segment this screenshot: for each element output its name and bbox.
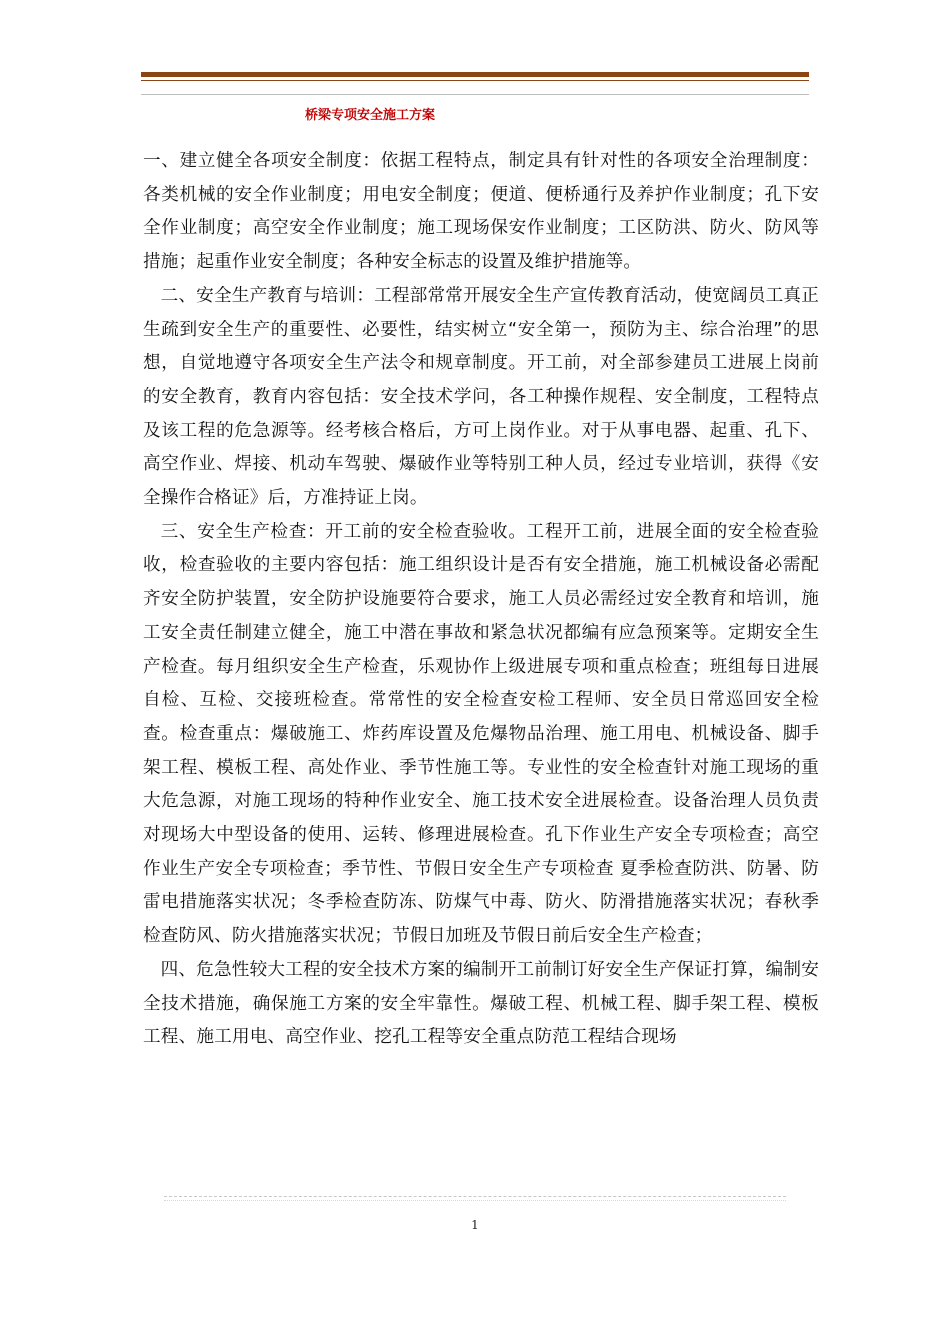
footer-rule	[164, 1196, 786, 1201]
paragraph-safety-systems: 一、建立健全各项安全制度：依据工程特点，制定具有针对性的各项安全治理制度：各类机械的安全作业制度；用电安全制度；便道、便桥通行及养护作业制度；孔下安全作业制度；高空安全作业制度；施工现场保安作业制度；工区防洪、防火、防风等措施；起重作业安全制度；各种安全标志的设置及维护措施等。	[143, 151, 819, 273]
paragraph-safety-education: 二、安全生产教育与培训：工程部常常开展安全生产宣传教育活动，使宽阔员工真正生疏到安全生产的重要性、必要性，结实树立“安全第一，预防为主、综合治理”的思想，自觉地遵守各项安全生产法令和规章制度。开工前，对全部参建员工进展上岗前的安全教育，教育内容包括：安全技术学问，各工种操作规程、安全制度，工程特点及该工程的危急源等。经考核合格后，方可上岗作业。对于从事电器、起重、孔下、高空作业、焊接、机动车驾驶、爆破作业等特别工种人员，经过专业培训，获得《安全操作合格证》后，方准持证上岗。	[143, 285, 819, 509]
document-title: 桥梁专项安全施工方案	[305, 108, 436, 123]
paragraph-safety-inspection: 三、安全生产检查：开工前的安全检查验收。工程开工前，进展全面的安全检查验收，检查验收的主要内容包括：施工组织设计是否有安全措施，施工机械设备必需配齐安全防护装置，安全防护设施要符合要求，施工人员必需经过安全教育和培训，施工安全责任制建立健全，施工中潜在事故和紧急状况都编有应急预案等。定期安全生产检查。每月组织安全生产检查，乐观协作上级进展专项和重点检查；班组每日进展自检、互检、交接班检查。常常性的安全检查安检工程师、安全员日常巡回安全检查。检查重点：爆破施工、炸药库设置及危爆物品治理、施工用电、机械设备、脚手架工程、模板工程、高处作业、季节性施工等。专业性的安全检查针对施工现场的重大危急源，对施工现场的特种作业安全、施工技术安全进展检查。设备治理人员负责对现场大中型设备的使用、运转、修理进展检查。孔下作业生产安全专项检查；高空作业生产安全专项检查；季节性、节假日安全生产专项检查 夏季检查防洪、防暑、防雷电措施落实状况；冬季检查防冻、防煤气中毒、防火、防滑措施落实状况；春秋季检查防风、防火措施落实状况；节假日加班及节假日前后安全生产检查；	[143, 521, 819, 947]
header-rule-thick	[141, 72, 809, 77]
header-rule-thin	[141, 80, 809, 81]
document-body	[143, 145, 819, 1055]
paragraph-technical-plan: 四、危急性较大工程的安全技术方案的编制开工前制订好安全生产保证打算，编制安全技术措施，确保施工方案的安全牢靠性。爆破工程、机械工程、脚手架工程、模板工程、施工用电、高空作业、挖孔工程等安全重点防范工程结合现场	[143, 959, 819, 1048]
header-rule-grey	[141, 94, 809, 95]
page-number: 1	[471, 1218, 479, 1232]
